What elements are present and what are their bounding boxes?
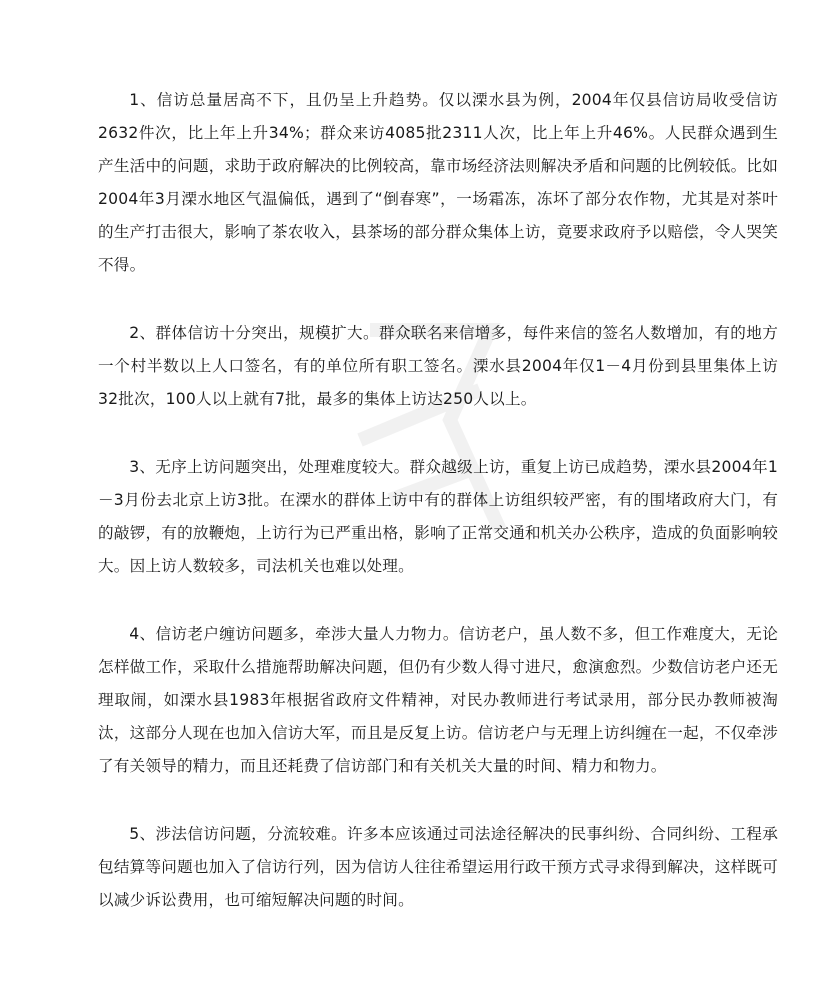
paragraph-4: 4、信访老户缠访问题多，牵涉大量人力物力。信访老户，虽人数不多，但工作难度大，无论怎样做工作，采取什么措施帮助解决问题，但仍有少数人得寸进尺，愈演愈烈。少数信访老户还无理取闹，如溧水县1983年根据省政府文件精神，对民办教师进行考试录用，部分民办教师被淘汰，这部分人现在也加入信访大军，而且是反复上访。信访老户与无理上访纠缠在一起，不仅牵涉了有关领导的精力，而且还耗费了信访部门和有关机关大量的时间、精力和物力。 (98, 625, 778, 775)
document-body (98, 84, 778, 952)
paragraph-1: 1、信访总量居高不下，且仍呈上升趋势。仅以溧水县为例，2004年仅县信访局收受信访2632件次，比上年上升34%；群众来访4085批2311人次，比上年上升46%。人民群众遇到生产生活中的问题，求助于政府解决的比例较高，靠市场经济法则解决矛盾和问题的比例较低。比如2004年3月溧水地区气温偏低，遇到了“倒春寒”，一场霜冻，冻坏了部分农作物，尤其是对茶叶的生产打击很大，影响了茶农收入，县茶场的部分群众集体上访，竟要求政府予以赔偿，令人哭笑不得。 (98, 91, 778, 274)
paragraph-2: 2、群体信访十分突出，规模扩大。群众联名来信增多，每件来信的签名人数增加，有的地方一个村半数以上人口签名，有的单位所有职工签名。溧水县2004年仅1－4月份到县里集体上访32批次，100人以上就有7批，最多的集体上访达250人以上。 (98, 324, 778, 408)
paragraph-3: 3、无序上访问题突出，处理难度较大。群众越级上访，重复上访已成趋势，溧水县2004年1－3月份去北京上访3批。在溧水的群体上访中有的群体上访组织较严密，有的围堵政府大门，有的敲锣，有的放鞭炮，上访行为已严重出格，影响了正常交通和机关办公秩序，造成的负面影响较大。因上访人数较多，司法机关也难以处理。 (98, 458, 778, 575)
paragraph-5: 5、涉法信访问题，分流较难。许多本应该通过司法途径解决的民事纠纷、合同纠纷、工程承包结算等问题也加入了信访行列，因为信访人往往希望运用行政干预方式寻求得到解决，这样既可以减少诉讼费用，也可缩短解决问题的时间。 (98, 825, 778, 909)
